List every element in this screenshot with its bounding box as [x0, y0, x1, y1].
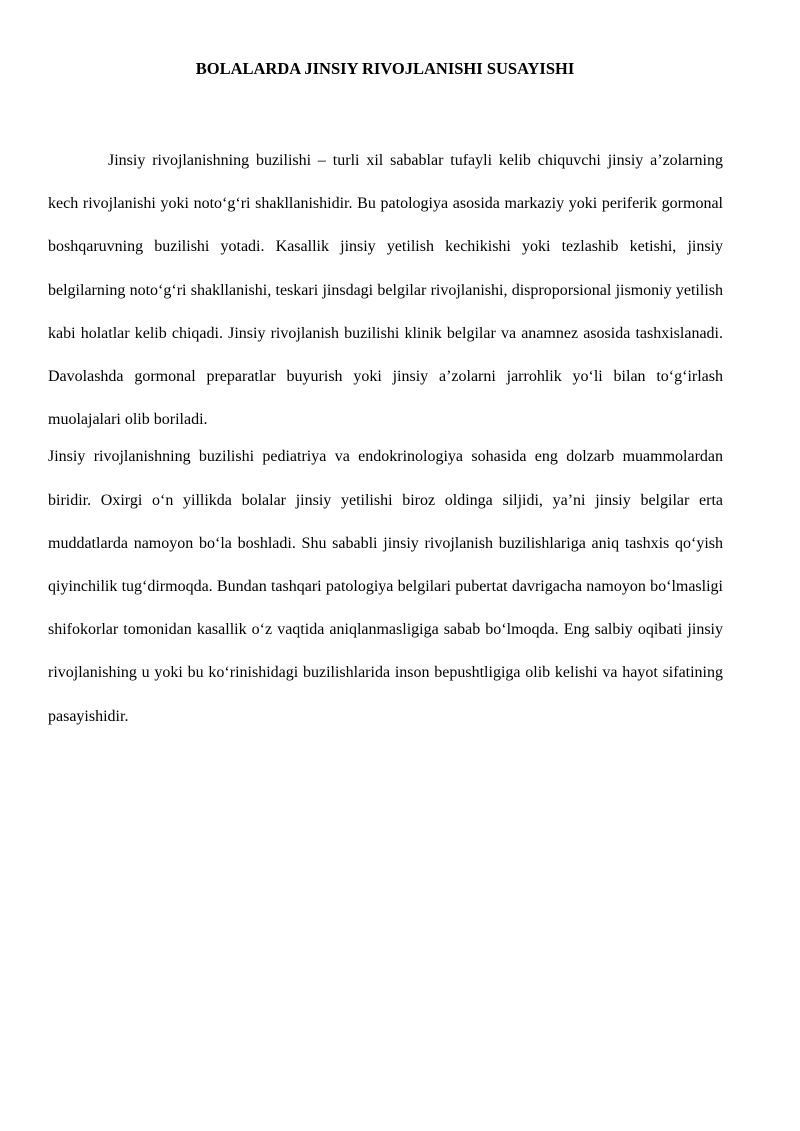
- document-title: BOLALARDA JINSIY RIVOJLANISHI SUSAYISHI: [195, 59, 575, 78]
- paragraph-1: Jinsiy rivojlanishning buzilishi – turli xil sabablar tufayli kelib chiquvchi jinsiy a’zolarning kech rivojlanishi yoki noto‘g‘ri shakllanishidir. Bu patologiya asosida markaziy yoki periferik gormonal boshqaruvning buzilishi yotadi. Kasallik jinsiy yetilish kechikishi yoki tezlashib ketishi, jinsiy belgilarning noto‘g‘ri shakllanishi, teskari jinsdagi belgilar rivojlanishi, disproporsional jismoniy yetilish kabi holatlar kelib chiqadi. Jinsiy rivojlanish buzilishi klinik belgilar va anamnez asosida tashxislanadi. Davolashda gormonal preparatlar buyurish yoki jinsiy a’zolarni jarrohlik yo‘li bilan to‘g‘irlash muolajalari olib boriladi.: [48, 152, 723, 429]
- paragraph-2: Jinsiy rivojlanishning buzilishi pediatriya va endokrinologiya sohasida eng dolzarb muammolardan biridir. Oxirgi o‘n yillikda bolalar jinsiy yetilishi biroz oldinga siljidi, ya’ni jinsiy belgilar erta muddatlarda namoyon bo‘la boshladi. Shu sababli jinsiy rivojlanish buzilishlariga aniq tashxis qo‘yish qiyinchilik tug‘dirmoqda. Bundan tashqari patologiya belgilari pubertat davrigacha namoyon bo‘lmasligi shifokorlar tomonidan kasallik o‘z vaqtida aniqlanmasligiga sabab bo‘lmoqda. Eng salbiy oqibati jinsiy rivojlanishing u yoki bu ko‘rinishidagi buzilishlarida inson bepushtligiga olib kelishi va hayot sifatining pasayishidir.: [48, 448, 723, 725]
- document-body: [48, 139, 723, 738]
